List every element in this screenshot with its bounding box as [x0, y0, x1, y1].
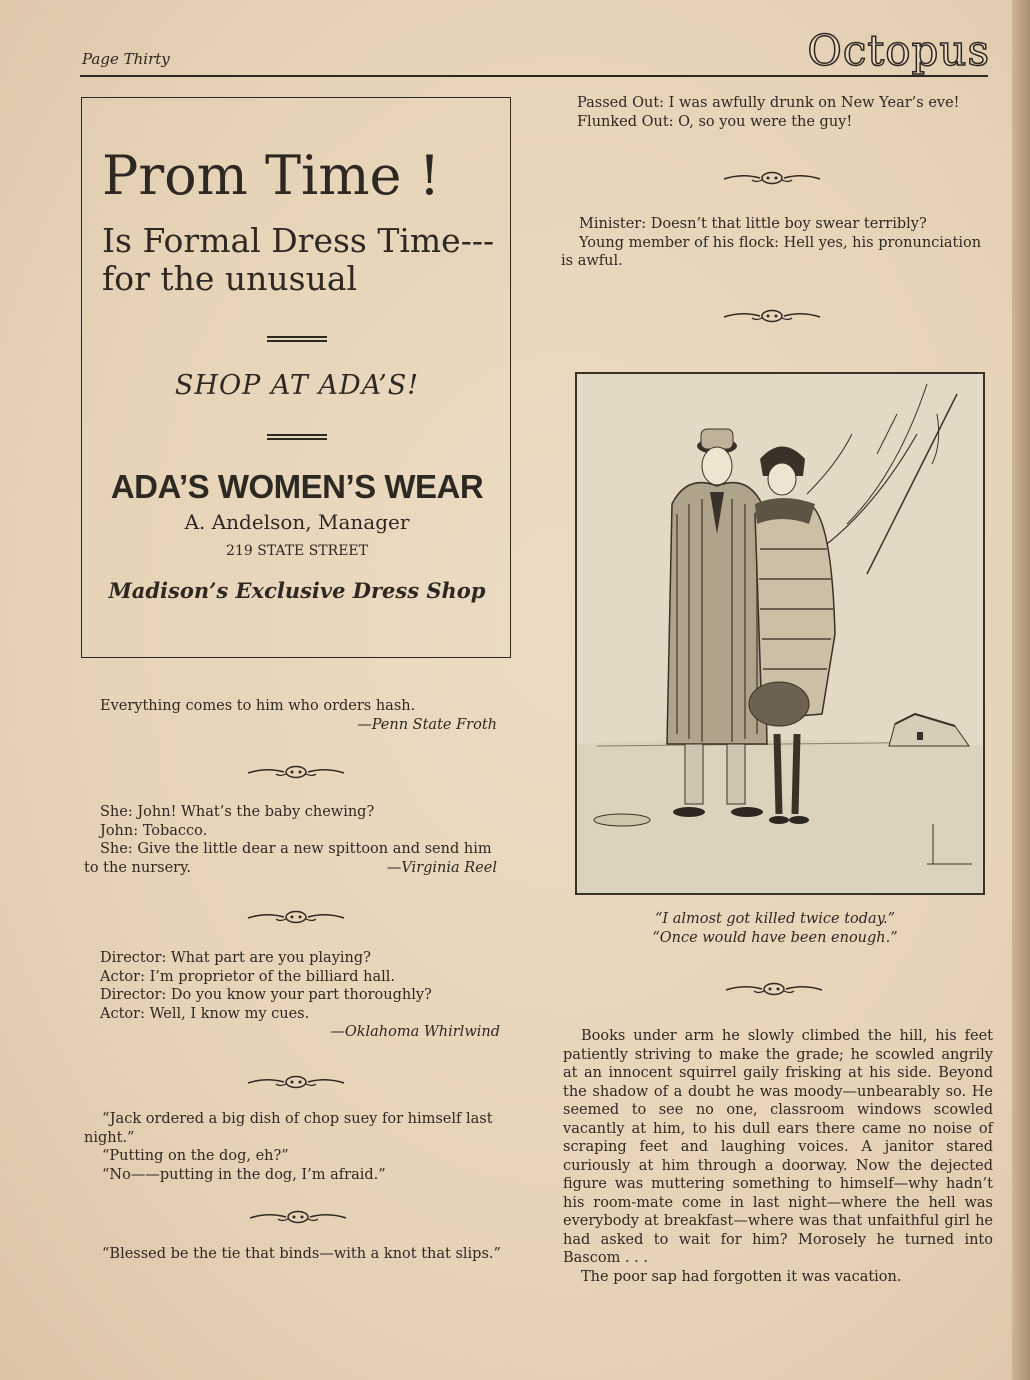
couple-in-fur-coats-image: [577, 374, 983, 893]
ad-divider: [267, 336, 327, 342]
header-rule: [80, 75, 988, 77]
joke-chop-suey: [84, 1110, 517, 1184]
joke-baby: [84, 803, 515, 877]
joke-line: Young member of his flock: Hell yes, his pronunciation: [579, 234, 982, 251]
ad-tagline: Madison’s Exclusive Dress Shop: [108, 578, 486, 603]
illustration-caption: [560, 910, 990, 948]
joke-line: She: Give the little dear a new spittoon and send him: [100, 841, 492, 857]
story-vacation: [563, 1027, 993, 1286]
joke-line: Actor: Well, I know my cues.: [100, 1005, 310, 1022]
ad-subtitle-line: Is Formal Dress Time---: [102, 221, 495, 260]
joke-line: “Jack ordered a big dish of chop suey for himself last: [102, 1111, 493, 1127]
joke-attribution: —Virginia Reel: [386, 859, 497, 876]
joke-line: Minister: Doesn’t that little boy swear terribly?: [579, 216, 927, 232]
joke-line: John: Tobacco.: [100, 822, 208, 839]
ad-subtitle: [102, 222, 502, 298]
joke-line: to the nursery.: [84, 859, 191, 876]
joke-line: Passed Out: I was awfully drunk on New Year’s eve!: [577, 95, 960, 111]
ornament-divider-icon: [248, 1210, 348, 1224]
joke-passed-out: [577, 94, 992, 131]
ad-divider: [267, 434, 327, 440]
ornament-divider-icon: [246, 1075, 346, 1089]
story-ending: The poor sap had forgotten it was vacation.: [581, 1268, 902, 1285]
joke-line: Actor: I’m proprietor of the billiard hall.: [100, 968, 395, 985]
ad-address: 219 STATE STREET: [226, 543, 368, 559]
ornament-divider-icon: [246, 910, 346, 924]
ornament-divider-icon: [722, 171, 822, 185]
joke-line: night.”: [84, 1129, 135, 1146]
page-number: Page Thirty: [82, 50, 170, 68]
caption-line: “I almost got killed twice today.”: [655, 911, 895, 927]
ad-manager: A. Andelson, Manager: [184, 510, 410, 534]
joke-billiard: [100, 949, 500, 1042]
joke-line: Flunked Out: O, so you were the guy!: [577, 113, 853, 130]
joke-line: Director: What part are you playing?: [100, 950, 371, 966]
joke-line: is awful.: [561, 253, 623, 269]
page-spine-edge: [1012, 0, 1030, 1380]
cartoon-illustration: [575, 372, 985, 895]
joke-line: “Putting on the dog, eh?”: [102, 1148, 289, 1164]
joke-attribution: —Oklahoma Whirlwind: [330, 1024, 500, 1040]
ad-title: Prom Time !: [102, 144, 441, 207]
advertisement-box: [81, 97, 511, 658]
joke-line: She: John! What’s the baby chewing?: [100, 804, 375, 820]
caption-line: “Once would have been enough.”: [652, 930, 898, 946]
joke-line: Everything comes to him who orders hash.: [100, 698, 416, 714]
story-paragraph: Books under arm he slowly climbed the hill, his feet patiently striving to make the grade; he scowled angrily at an innocent squirrel gaily frisking at his side. Beyond the shadow of a doubt he was moody—unbearably so. He seemed to see no one, classroom windows scowled vacantly at him, to his dull ears there came no noise of scraping feet and laughing voices. A janitor stared curiously at him through a doorway. Now the dejected figure was muttering something to himself—why hadn’t his room-mate come in last night—where the hell was everybody at breakfast—where was that unfaithful girl he had asked to wait for him? Morosely he turned into Bascom . . .: [563, 1028, 993, 1266]
joke-attribution: —Penn State Froth: [357, 716, 497, 733]
ornament-divider-icon: [246, 765, 346, 779]
ad-shop-line: SHOP AT ADA’S!: [174, 370, 420, 401]
magazine-title: Octopus: [807, 26, 990, 75]
ornament-divider-icon: [724, 982, 824, 996]
ad-store-name: ADA’S WOMEN’S WEAR: [110, 468, 484, 505]
joke-line: “No——putting in the dog, I’m afraid.”: [102, 1166, 386, 1183]
joke-line: Director: Do you know your part thoroughly?: [100, 987, 432, 1003]
joke-tie: “Blessed be the tie that binds—with a knot that slips.”: [102, 1246, 501, 1262]
joke-hash: [100, 697, 497, 734]
ad-subtitle-line: for the unusual: [102, 259, 358, 298]
joke-minister: [561, 215, 993, 271]
ornament-divider-icon: [722, 309, 822, 323]
